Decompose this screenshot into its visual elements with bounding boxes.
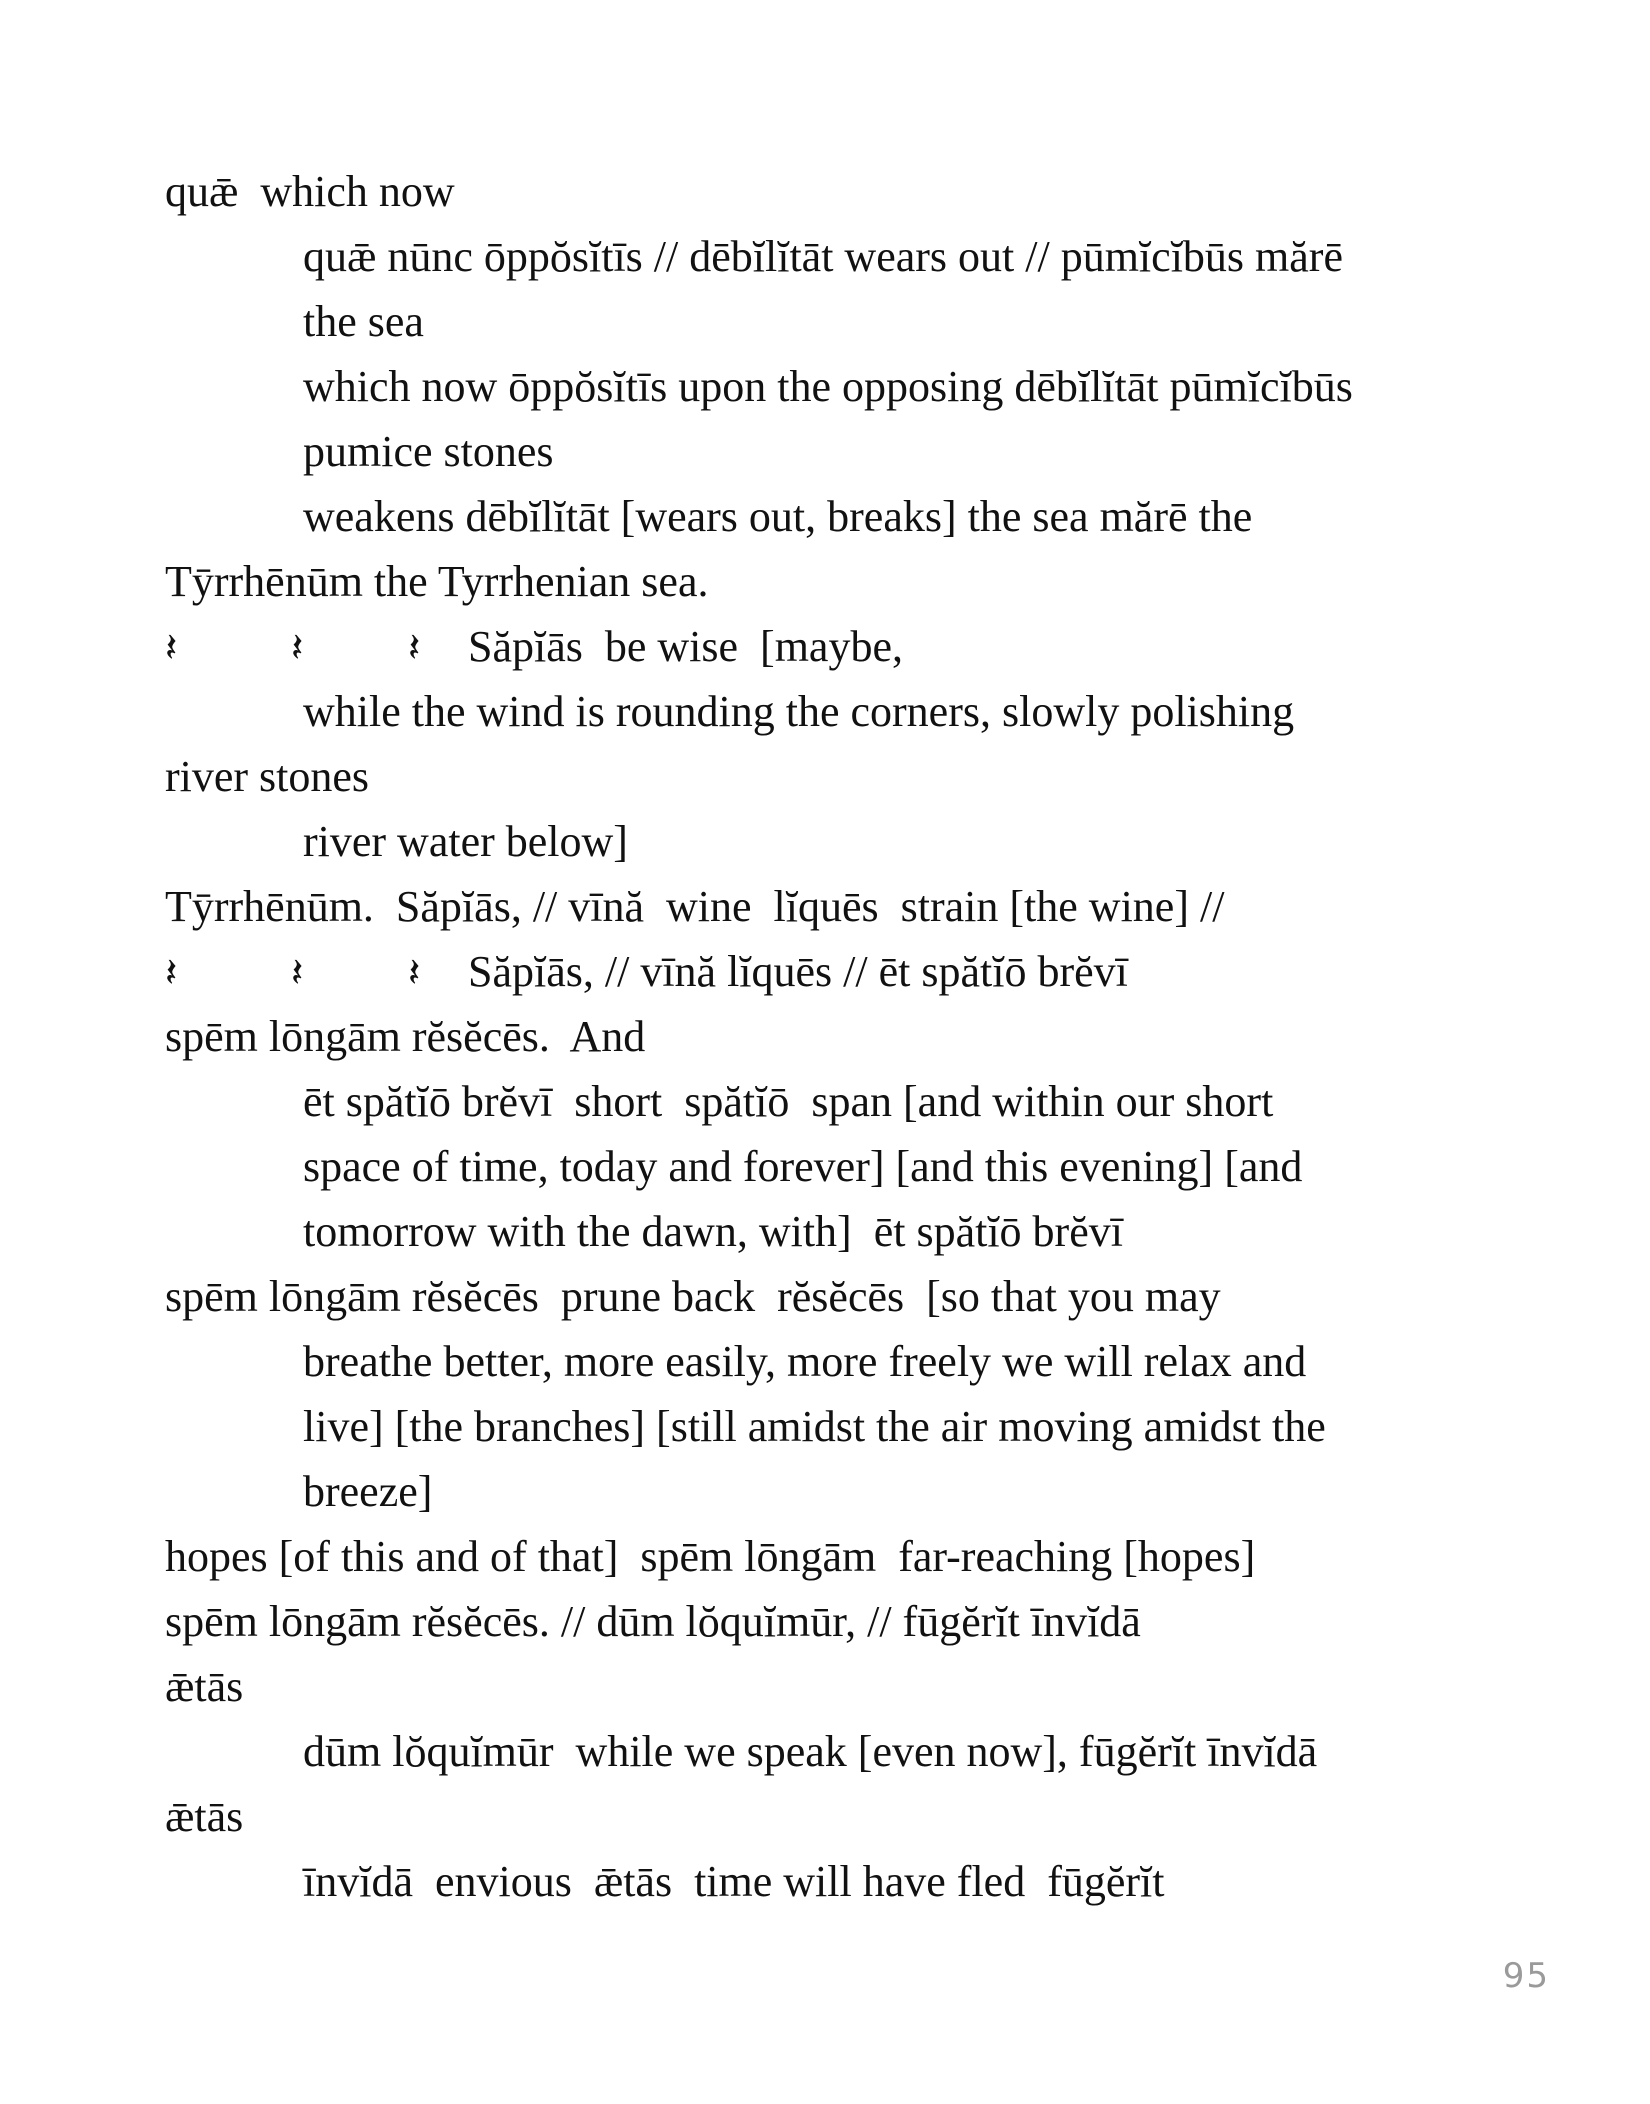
text-line: while the wind is rounding the corners, slowly polishing bbox=[303, 687, 1295, 736]
text-line-with-rests: 𝄽 𝄽 𝄽 Săpĭās be wise [maybe, bbox=[165, 614, 1505, 679]
text-line: river water below] bbox=[303, 817, 628, 866]
text-line: quǣ nūnc ōppŏsĭtīs // dēbĭlĭtāt wears out // pūmĭcĭbūs mărē bbox=[303, 232, 1343, 281]
text-line: space of time, today and forever] [and this evening] [and bbox=[303, 1142, 1303, 1191]
text-line: breeze] bbox=[303, 1467, 433, 1516]
text-line: hopes [of this and of that] spēm lōngām far-reaching [hopes] bbox=[165, 1532, 1256, 1581]
quarter-rest-icon: 𝄽 bbox=[291, 950, 304, 996]
text-line: ǣtās bbox=[165, 1662, 244, 1711]
text-line: tomorrow with the dawn, with] ēt spătĭō brĕvī bbox=[303, 1207, 1123, 1256]
text-line: ǣtās bbox=[165, 1792, 244, 1841]
text-line: īnvĭdā envious ǣtās time will have fled fūgĕrĭt bbox=[303, 1857, 1165, 1906]
page-number: 95 bbox=[1502, 1956, 1550, 1996]
text-line: weakens dēbĭlĭtāt [wears out, breaks] the sea mărē the bbox=[303, 492, 1253, 541]
quarter-rest-icon: 𝄽 bbox=[165, 950, 178, 996]
text-line: pumice stones bbox=[303, 427, 554, 476]
quarter-rest-icon: 𝄽 bbox=[408, 950, 421, 996]
text-line: Tȳrrhēnūm. Săpĭās, // vīnă wine lĭquēs strain [the wine] // bbox=[165, 882, 1225, 931]
text-line: spēm lōngām rĕsĕcēs prune back rĕsĕcēs [so that you may bbox=[165, 1272, 1221, 1321]
text-line: breathe better, more easily, more freely we will relax and bbox=[303, 1337, 1307, 1386]
quarter-rest-symbols bbox=[165, 614, 468, 681]
body-text bbox=[165, 159, 1505, 1914]
quarter-rest-icon: 𝄽 bbox=[408, 625, 421, 671]
text-line: spēm lōngām rĕsĕcēs. And bbox=[165, 1012, 646, 1061]
text-line: spēm lōngām rĕsĕcēs. // dūm lŏquĭmūr, // fūgĕrĭt īnvĭdā bbox=[165, 1597, 1141, 1646]
text-line-with-rests: 𝄽 𝄽 𝄽 Săpĭās, // vīnă lĭquēs // ēt spătĭō brĕvī bbox=[165, 939, 1505, 1004]
quarter-rest-icon: 𝄽 bbox=[291, 625, 304, 671]
text-line: quǣ which now bbox=[165, 167, 455, 216]
text-line: Tȳrrhēnūm the Tyrrhenian sea. bbox=[165, 557, 709, 606]
quarter-rest-symbols bbox=[165, 939, 468, 1006]
text-line: live] [the branches] [still amidst the air moving amidst the bbox=[303, 1402, 1326, 1451]
text-line: river stones bbox=[165, 752, 370, 801]
text-line: ēt spătĭō brĕvī short spătĭō span [and within our short bbox=[303, 1077, 1274, 1126]
text-line: which now ōppŏsĭtīs upon the opposing dēbĭlĭtāt pūmĭcĭbūs bbox=[303, 362, 1353, 411]
text-line: dūm lŏquĭmūr while we speak [even now], fūgĕrĭt īnvĭdā bbox=[303, 1727, 1318, 1776]
quarter-rest-icon: 𝄽 bbox=[165, 625, 178, 671]
text-line: the sea bbox=[303, 297, 424, 346]
